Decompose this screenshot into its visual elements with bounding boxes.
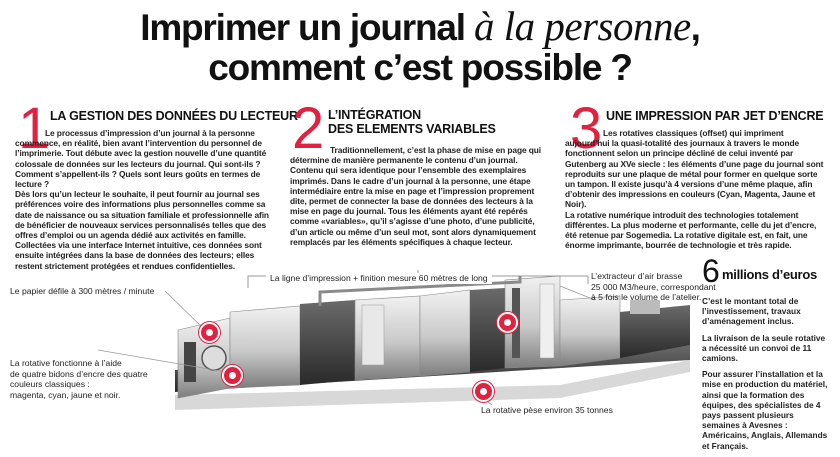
hotspot-ink-pin[interactable] <box>222 365 243 386</box>
hotspot-extractor-pin[interactable] <box>497 312 518 333</box>
sidebar-paragraph: La livraison de la seule rotative a nécessité un convoi de 11 camions. <box>702 332 826 364</box>
section-1-paragraph: Le processus d’impression d’un journal à la personne commence, en réalité, bien avant l’intervention du personnel de l’imprimerie. Tout débute avec la gestion nouvelle d’une quantité colossale de données sur les lecteurs du journal. Qui sont-ils ? Comment s’appellent-ils ? Quels sont leurs goûts en termes de lecture ? <box>15 128 267 190</box>
section-1-heading: LA GESTION DES DONNÉES DU LECTEUR <box>50 109 298 123</box>
headline-line-1: Imprimer un journal à la personne, <box>140 3 700 49</box>
section-3-heading: UNE IMPRESSION PAR JET D’ENCRE <box>606 109 824 123</box>
headline-line-2: comment c’est possible ? <box>208 47 632 88</box>
sidebar-paragraph: C’est le montant total de l’investissement, travaux d’aménagement inclus. <box>702 296 801 327</box>
caption-paper-speed: Le papier défile à 300 mètres / minute <box>10 286 155 296</box>
caption-line-length: La ligne d’impression + finition mesure 60 mètres de long <box>266 273 492 284</box>
section-3-paragraph: La rotative numérique introduit des technologies totalement différentes. La plus moderne et performante, celle du jet d’encre, été retenue par Sogemedia. La rotative digitale est, en fait, une énorme imprimante, bourrée de technologie et très rapide. <box>565 209 817 251</box>
sidebar-text <box>702 296 832 457</box>
sidebar-paragraph: Pour assurer l’installation et la mise en production du matériel, ainsi que la formation des équipes, des spécialistes de 4 pays passent plusieurs semaines à Avesnes : Américains, Anglais, Allemands et Français. <box>702 369 828 451</box>
caption-ink: La rotative fonctionne à l’aide de quatre bidons d’encre des quatre couleurs classiques : magenta, cyan, jaune et noir. <box>10 358 148 400</box>
headline-italic: à la personne <box>473 3 691 49</box>
section-3-paragraph: Les rotatives classiques (offset) qui impriment aujourd’hui la quasi-totalité des journaux à travers le monde fonctionnent selon un principe décliné de celui inventé par Gutenberg au XVe siecle : les éléments d’une page du journal sont reproduits sur une plaque de métal pour former en quelque sorte un tampon. Il existe jusqu’à 4 versions d’une même plaque, afin d’obtenir des impressions en couleurs (Cyan, Magenta, Jaune et Noir). <box>565 128 824 210</box>
section-1-paragraph: Collectées via une interface Internet intuitive, ces données sont ensuite intégrées dans la base de données des lecteurs; elles restent strictement protégées et rendues confidentielles. <box>15 240 262 271</box>
section-2-heading-line-1: L’INTÉGRATION <box>328 108 421 122</box>
hotspot-weight-pin[interactable] <box>473 381 494 402</box>
section-2-paragraph: Traditionnellement, c’est la phase de mise en page qui détermine de manière permanente le contenu d’un journal. Contenu qui sera identique pour l’ensemble des exemplaires imprimés. Dans le cadre d’un journal à la personne, une étape intermédiaire entre la mise en page et l’impression proprement dite, permet de connecter la base de données des lecteurs à la mise en page du journal. Tous les éléments ayant été repérés comme «variables», qu’il s’agisse d’une photo, d’une publicité, d’un article ou même d’un seul mot, sont alors dynamiquement remplacés par les éléments spécifiques à chaque lecteur. <box>290 145 542 247</box>
section-2-heading-line-2: DES ELEMENTS VARIABLES <box>328 122 496 136</box>
caption-weight: La rotative pèse environ 35 tonnes <box>481 405 613 415</box>
sidebar-big-number: 6 <box>702 253 720 289</box>
hotspot-paper-pin[interactable] <box>199 322 220 343</box>
section-1-paragraph: Dès lors qu’un lecteur le souhaite, il peut fournir au journal ses préférences voire des informations plus personnelles comme sa date de naissance ou sa situation familiale et professionnelle afin de bénéficier de nouveaux services personnalisés telles que des offres d’emploi ou un agenda dédié aux activités en famille. <box>15 189 269 241</box>
section-1-number: 1 <box>18 96 51 161</box>
section-2-number: 2 <box>292 96 325 161</box>
sidebar-big-label: millions d’euros <box>722 267 817 282</box>
section-3-number: 3 <box>570 96 603 161</box>
caption-extractor: L’extracteur d’air brasse 25 000 M3/heure, correspondant à 5 fois le volume de l’atelier. <box>591 271 716 302</box>
